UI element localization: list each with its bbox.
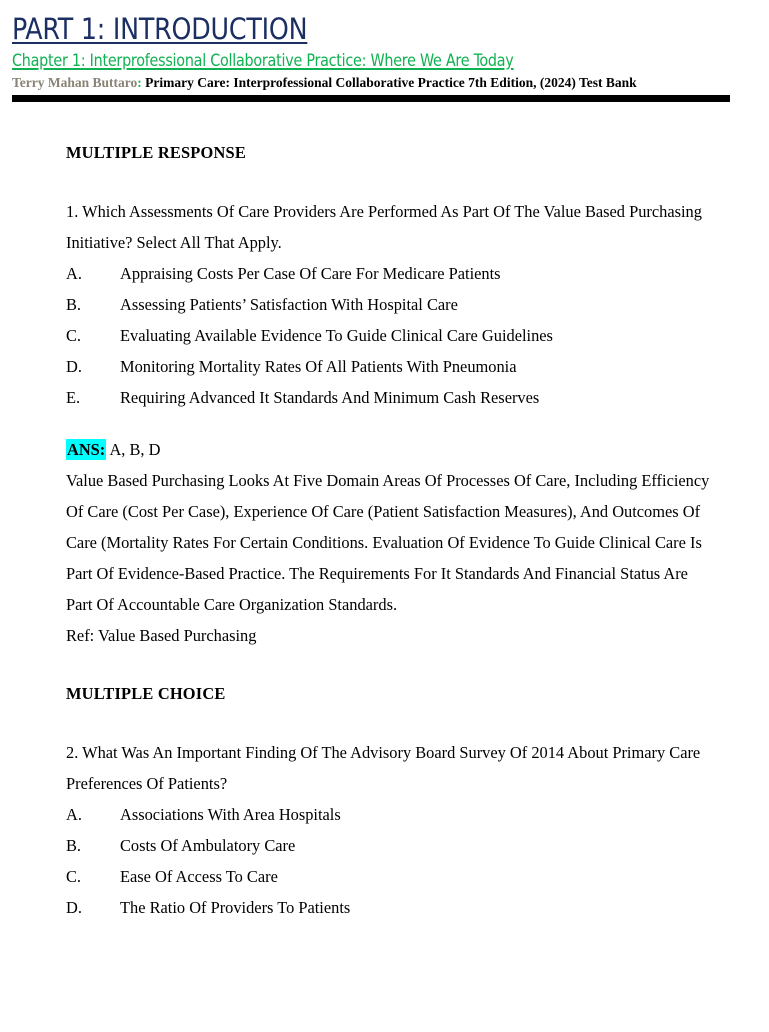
byline bbox=[12, 75, 757, 91]
option-text: Associations With Area Hospitals bbox=[120, 804, 341, 824]
section-heading-multiple-choice: MULTIPLE CHOICE bbox=[66, 683, 226, 703]
option-text: Costs Of Ambulatory Care bbox=[120, 835, 296, 855]
list-item[interactable] bbox=[66, 289, 739, 320]
question-1-options bbox=[66, 258, 739, 413]
list-item[interactable] bbox=[66, 830, 739, 861]
list-item[interactable] bbox=[66, 799, 739, 830]
answer-reference: Ref: Value Based Purchasing bbox=[66, 625, 257, 645]
option-text: Appraising Costs Per Case Of Care For Medicare Patients bbox=[120, 263, 501, 283]
option-letter: C. bbox=[66, 866, 82, 886]
list-item[interactable] bbox=[66, 382, 739, 413]
option-text: Evaluating Available Evidence To Guide Clinical Care Guidelines bbox=[120, 325, 553, 345]
spacer bbox=[66, 102, 739, 140]
option-text: Requiring Advanced It Standards And Minimum Cash Reserves bbox=[120, 387, 540, 407]
header-divider bbox=[12, 95, 730, 102]
option-letter: D. bbox=[66, 897, 82, 917]
list-item[interactable] bbox=[66, 861, 739, 892]
answer-rationale: Value Based Purchasing Looks At Five Domain Areas Of Processes Of Care, Including Efficiency Of Care (Cost Per Case), Experience Of Care (Patient Satisfaction Measures), And Outcomes Of Care (Mortality Rates For Certain Conditions. Evaluation Of Evidence To Guide Clinical Care Is Part Of Evidence-Based Practice. The Requirements For It Standards And Financial Status Are Part Of Accountable Care Organization Standards. bbox=[66, 470, 710, 614]
question-1-text: 1. Which Assessments Of Care Providers Are Performed As Part Of The Value Based Purchasing Initiative? Select All That Apply. bbox=[66, 201, 702, 252]
author-name: Terry Mahan Buttaro bbox=[12, 75, 138, 91]
question-2-text: 2. What Was An Important Finding Of The Advisory Board Survey Of 2014 About Primary Care Preferences Of Patients? bbox=[66, 742, 701, 793]
document-body bbox=[0, 102, 769, 923]
question-2-options bbox=[66, 799, 739, 923]
option-letter: A. bbox=[66, 804, 82, 824]
answer-keys: A, B, D bbox=[109, 439, 161, 459]
option-letter: B. bbox=[66, 835, 82, 855]
spacer bbox=[66, 651, 739, 681]
option-letter: D. bbox=[66, 356, 82, 376]
section-heading-multiple-response: MULTIPLE RESPONSE bbox=[66, 142, 246, 162]
option-text: Monitoring Mortality Rates Of All Patients With Pneumonia bbox=[120, 356, 517, 376]
answer-line bbox=[66, 434, 739, 465]
answer-label: ANS: bbox=[67, 439, 106, 459]
spacer bbox=[66, 707, 739, 737]
list-item[interactable] bbox=[66, 320, 739, 351]
option-letter: E. bbox=[66, 387, 81, 407]
option-text: Assessing Patients’ Satisfaction With Hospital Care bbox=[120, 294, 458, 314]
option-letter: A. bbox=[66, 263, 82, 283]
document-header bbox=[0, 0, 769, 102]
list-item[interactable] bbox=[66, 258, 739, 289]
chapter-heading: Chapter 1: Interprofessional Collaborative Practice: Where We Are Today bbox=[12, 51, 514, 71]
spacer bbox=[66, 166, 739, 196]
list-item[interactable] bbox=[66, 351, 739, 382]
option-letter: B. bbox=[66, 294, 82, 314]
page-title: PART 1: INTRODUCTION bbox=[12, 12, 308, 46]
option-text: The Ratio Of Providers To Patients bbox=[120, 897, 351, 917]
option-letter: C. bbox=[66, 325, 82, 345]
spacer bbox=[66, 413, 739, 434]
option-text: Ease Of Access To Care bbox=[120, 866, 278, 886]
byline-separator: : bbox=[137, 75, 142, 91]
list-item[interactable] bbox=[66, 892, 739, 923]
book-title: Primary Care: Interprofessional Collaborative Practice 7th Edition, (2024) Test Bank bbox=[145, 75, 637, 91]
